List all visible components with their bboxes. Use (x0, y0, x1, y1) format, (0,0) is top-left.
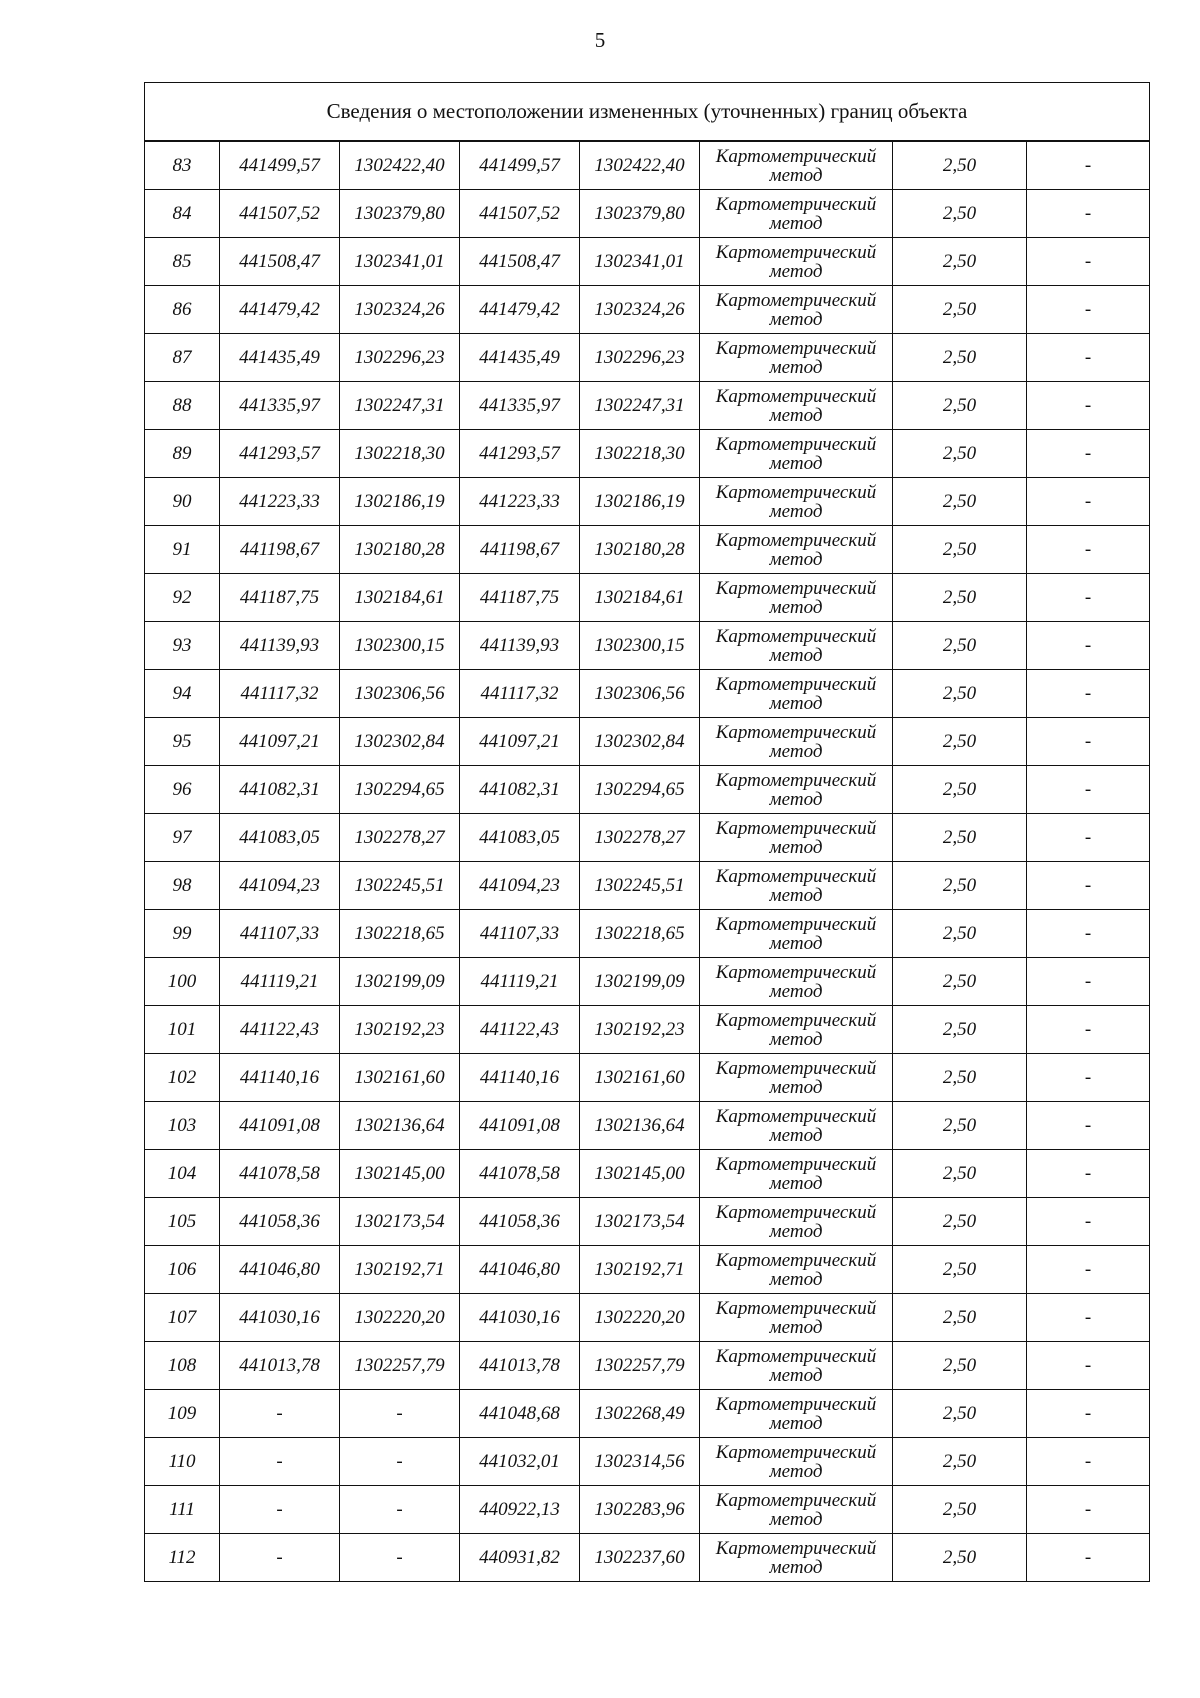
cell-refined-y: 1302296,23 (580, 334, 700, 382)
cell-accuracy: 2,50 (893, 1342, 1027, 1390)
cell-existing-x: 441223,33 (220, 478, 340, 526)
cell-point-number: 98 (145, 862, 220, 910)
cell-accuracy: 2,50 (893, 1390, 1027, 1438)
table-row (145, 910, 1150, 958)
table-row (145, 141, 1150, 190)
cell-point-number: 86 (145, 286, 220, 334)
cell-refined-x: 441187,75 (460, 574, 580, 622)
cell-existing-y: 1302294,65 (340, 766, 460, 814)
cell-refined-y: 1302302,84 (580, 718, 700, 766)
cell-description: - (1027, 190, 1150, 238)
cell-existing-x: 441122,43 (220, 1006, 340, 1054)
cell-point-number: 84 (145, 190, 220, 238)
cell-refined-x: 441335,97 (460, 382, 580, 430)
cell-refined-x: 441082,31 (460, 766, 580, 814)
cell-point-number: 94 (145, 670, 220, 718)
cell-existing-y: - (340, 1390, 460, 1438)
cell-existing-x: 441094,23 (220, 862, 340, 910)
cell-description: - (1027, 814, 1150, 862)
cell-accuracy: 2,50 (893, 1534, 1027, 1582)
cell-existing-y: 1302173,54 (340, 1198, 460, 1246)
cell-point-number: 101 (145, 1006, 220, 1054)
cell-refined-y: 1302278,27 (580, 814, 700, 862)
cell-accuracy: 2,50 (893, 1294, 1027, 1342)
cell-determination-method: Картометрический метод (700, 334, 893, 382)
cell-refined-x: 441117,32 (460, 670, 580, 718)
cell-determination-method: Картометрический метод (700, 718, 893, 766)
cell-accuracy: 2,50 (893, 910, 1027, 958)
cell-description: - (1027, 286, 1150, 334)
cell-refined-y: 1302314,56 (580, 1438, 700, 1486)
cell-description: - (1027, 910, 1150, 958)
cell-existing-y: 1302306,56 (340, 670, 460, 718)
cell-refined-y: 1302145,00 (580, 1150, 700, 1198)
cell-determination-method: Картометрический метод (700, 1006, 893, 1054)
cell-point-number: 85 (145, 238, 220, 286)
cell-determination-method: Картометрический метод (700, 1486, 893, 1534)
cell-point-number: 112 (145, 1534, 220, 1582)
cell-refined-x: 441091,08 (460, 1102, 580, 1150)
cell-description: - (1027, 1390, 1150, 1438)
cell-refined-x: 441094,23 (460, 862, 580, 910)
cell-determination-method: Картометрический метод (700, 1150, 893, 1198)
cell-existing-y: - (340, 1438, 460, 1486)
cell-refined-y: 1302422,40 (580, 141, 700, 190)
table-row (145, 1534, 1150, 1582)
cell-point-number: 111 (145, 1486, 220, 1534)
cell-refined-y: 1302218,30 (580, 430, 700, 478)
cell-accuracy: 2,50 (893, 814, 1027, 862)
table-row (145, 622, 1150, 670)
cell-refined-x: 441013,78 (460, 1342, 580, 1390)
cell-point-number: 92 (145, 574, 220, 622)
cell-point-number: 110 (145, 1438, 220, 1486)
cell-determination-method: Картометрический метод (700, 1534, 893, 1582)
cell-description: - (1027, 238, 1150, 286)
cell-description: - (1027, 670, 1150, 718)
cell-point-number: 89 (145, 430, 220, 478)
table-row (145, 1246, 1150, 1294)
cell-point-number: 107 (145, 1294, 220, 1342)
cell-accuracy: 2,50 (893, 334, 1027, 382)
table-row (145, 1054, 1150, 1102)
cell-accuracy: 2,50 (893, 1246, 1027, 1294)
cell-accuracy: 2,50 (893, 190, 1027, 238)
cell-determination-method: Картометрический метод (700, 478, 893, 526)
cell-existing-x: 441117,32 (220, 670, 340, 718)
table-row (145, 1102, 1150, 1150)
cell-existing-y: 1302186,19 (340, 478, 460, 526)
cell-refined-y: 1302186,19 (580, 478, 700, 526)
cell-description: - (1027, 1294, 1150, 1342)
cell-existing-y: 1302379,80 (340, 190, 460, 238)
cell-accuracy: 2,50 (893, 574, 1027, 622)
cell-accuracy: 2,50 (893, 141, 1027, 190)
cell-description: - (1027, 430, 1150, 478)
cell-refined-y: 1302199,09 (580, 958, 700, 1006)
cell-existing-x: 441499,57 (220, 141, 340, 190)
cell-description: - (1027, 382, 1150, 430)
table-title-row (145, 83, 1150, 142)
cell-refined-y: 1302192,23 (580, 1006, 700, 1054)
cell-existing-x: 441082,31 (220, 766, 340, 814)
cell-existing-y: 1302220,20 (340, 1294, 460, 1342)
cell-refined-x: 441030,16 (460, 1294, 580, 1342)
cell-refined-x: 441058,36 (460, 1198, 580, 1246)
table-row (145, 718, 1150, 766)
cell-existing-x: 441139,93 (220, 622, 340, 670)
table-row (145, 574, 1150, 622)
cell-existing-x: - (220, 1486, 340, 1534)
cell-description: - (1027, 766, 1150, 814)
cell-refined-y: 1302192,71 (580, 1246, 700, 1294)
cell-description: - (1027, 1198, 1150, 1246)
cell-existing-y: 1302300,15 (340, 622, 460, 670)
table-row (145, 286, 1150, 334)
cell-determination-method: Картометрический метод (700, 622, 893, 670)
cell-existing-x: 441013,78 (220, 1342, 340, 1390)
cell-refined-x: 441507,52 (460, 190, 580, 238)
cell-refined-y: 1302161,60 (580, 1054, 700, 1102)
cell-point-number: 97 (145, 814, 220, 862)
cell-point-number: 96 (145, 766, 220, 814)
cell-determination-method: Картометрический метод (700, 1438, 893, 1486)
cell-point-number: 108 (145, 1342, 220, 1390)
cell-refined-x: 441048,68 (460, 1390, 580, 1438)
table-row (145, 334, 1150, 382)
cell-existing-x: 441107,33 (220, 910, 340, 958)
cell-determination-method: Картометрический метод (700, 1342, 893, 1390)
cell-existing-y: 1302302,84 (340, 718, 460, 766)
cell-refined-x: 440922,13 (460, 1486, 580, 1534)
cell-existing-x: 441507,52 (220, 190, 340, 238)
cell-point-number: 87 (145, 334, 220, 382)
cell-existing-y: 1302145,00 (340, 1150, 460, 1198)
table-row (145, 526, 1150, 574)
cell-refined-y: 1302218,65 (580, 910, 700, 958)
cell-determination-method: Картометрический метод (700, 238, 893, 286)
cell-existing-x: 441479,42 (220, 286, 340, 334)
cell-existing-x: 441293,57 (220, 430, 340, 478)
cell-existing-y: 1302161,60 (340, 1054, 460, 1102)
table-row (145, 862, 1150, 910)
cell-refined-x: 441083,05 (460, 814, 580, 862)
cell-accuracy: 2,50 (893, 478, 1027, 526)
table-row (145, 958, 1150, 1006)
cell-description: - (1027, 1054, 1150, 1102)
cell-refined-y: 1302237,60 (580, 1534, 700, 1582)
page-number: 5 (594, 28, 606, 52)
cell-determination-method: Картометрический метод (700, 766, 893, 814)
cell-refined-y: 1302257,79 (580, 1342, 700, 1390)
cell-existing-x: 441335,97 (220, 382, 340, 430)
cell-accuracy: 2,50 (893, 1006, 1027, 1054)
cell-determination-method: Картометрический метод (700, 1390, 893, 1438)
cell-existing-y: 1302257,79 (340, 1342, 460, 1390)
cell-description: - (1027, 718, 1150, 766)
cell-determination-method: Картометрический метод (700, 382, 893, 430)
table-row (145, 1438, 1150, 1486)
table-row (145, 238, 1150, 286)
table-row (145, 1198, 1150, 1246)
cell-existing-x: - (220, 1534, 340, 1582)
cell-accuracy: 2,50 (893, 1486, 1027, 1534)
table-row (145, 1150, 1150, 1198)
cell-refined-y: 1302245,51 (580, 862, 700, 910)
cell-refined-x: 441097,21 (460, 718, 580, 766)
boundary-coordinates-table (144, 82, 1150, 1582)
cell-existing-y: 1302192,71 (340, 1246, 460, 1294)
cell-existing-x: 441058,36 (220, 1198, 340, 1246)
cell-existing-y: 1302218,30 (340, 430, 460, 478)
cell-description: - (1027, 526, 1150, 574)
cell-description: - (1027, 478, 1150, 526)
cell-point-number: 106 (145, 1246, 220, 1294)
cell-accuracy: 2,50 (893, 862, 1027, 910)
cell-existing-x: 441097,21 (220, 718, 340, 766)
table-row (145, 382, 1150, 430)
cell-description: - (1027, 1342, 1150, 1390)
cell-point-number: 93 (145, 622, 220, 670)
cell-refined-y: 1302300,15 (580, 622, 700, 670)
cell-refined-y: 1302173,54 (580, 1198, 700, 1246)
cell-accuracy: 2,50 (893, 670, 1027, 718)
cell-description: - (1027, 958, 1150, 1006)
cell-refined-x: 441078,58 (460, 1150, 580, 1198)
cell-existing-y: 1302341,01 (340, 238, 460, 286)
cell-determination-method: Картометрический метод (700, 1102, 893, 1150)
cell-refined-x: 441223,33 (460, 478, 580, 526)
cell-refined-y: 1302184,61 (580, 574, 700, 622)
cell-refined-y: 1302220,20 (580, 1294, 700, 1342)
table-row (145, 190, 1150, 238)
cell-accuracy: 2,50 (893, 238, 1027, 286)
cell-accuracy: 2,50 (893, 1102, 1027, 1150)
cell-description: - (1027, 622, 1150, 670)
cell-point-number: 109 (145, 1390, 220, 1438)
cell-accuracy: 2,50 (893, 1198, 1027, 1246)
cell-description: - (1027, 1006, 1150, 1054)
cell-refined-y: 1302247,31 (580, 382, 700, 430)
cell-description: - (1027, 1486, 1150, 1534)
cell-refined-x: 441508,47 (460, 238, 580, 286)
cell-refined-x: 441046,80 (460, 1246, 580, 1294)
cell-existing-y: 1302136,64 (340, 1102, 460, 1150)
cell-description: - (1027, 1438, 1150, 1486)
cell-existing-x: 441046,80 (220, 1246, 340, 1294)
cell-refined-x: 441107,33 (460, 910, 580, 958)
cell-refined-x: 441139,93 (460, 622, 580, 670)
cell-determination-method: Картометрический метод (700, 430, 893, 478)
cell-existing-x: 441435,49 (220, 334, 340, 382)
cell-refined-x: 441032,01 (460, 1438, 580, 1486)
cell-refined-y: 1302324,26 (580, 286, 700, 334)
cell-existing-y: 1302218,65 (340, 910, 460, 958)
cell-point-number: 95 (145, 718, 220, 766)
cell-point-number: 90 (145, 478, 220, 526)
table-row (145, 1486, 1150, 1534)
cell-description: - (1027, 1102, 1150, 1150)
table-row (145, 478, 1150, 526)
cell-accuracy: 2,50 (893, 526, 1027, 574)
cell-determination-method: Картометрический метод (700, 526, 893, 574)
cell-refined-x: 441293,57 (460, 430, 580, 478)
cell-existing-y: - (340, 1534, 460, 1582)
table-title: Сведения о местоположении измененных (уточненных) границ объекта (145, 83, 1150, 142)
cell-point-number: 100 (145, 958, 220, 1006)
table-row (145, 670, 1150, 718)
cell-existing-x: 441187,75 (220, 574, 340, 622)
cell-point-number: 102 (145, 1054, 220, 1102)
cell-existing-y: 1302245,51 (340, 862, 460, 910)
cell-determination-method: Картометрический метод (700, 1198, 893, 1246)
cell-accuracy: 2,50 (893, 622, 1027, 670)
cell-refined-x: 441479,42 (460, 286, 580, 334)
cell-point-number: 105 (145, 1198, 220, 1246)
cell-existing-x: - (220, 1390, 340, 1438)
cell-existing-y: 1302278,27 (340, 814, 460, 862)
cell-accuracy: 2,50 (893, 286, 1027, 334)
table-row (145, 1006, 1150, 1054)
cell-determination-method: Картометрический метод (700, 1054, 893, 1102)
cell-refined-y: 1302341,01 (580, 238, 700, 286)
cell-accuracy: 2,50 (893, 382, 1027, 430)
cell-determination-method: Картометрический метод (700, 1294, 893, 1342)
table-row (145, 814, 1150, 862)
cell-refined-x: 441435,49 (460, 334, 580, 382)
cell-point-number: 88 (145, 382, 220, 430)
cell-determination-method: Картометрический метод (700, 862, 893, 910)
cell-description: - (1027, 141, 1150, 190)
cell-accuracy: 2,50 (893, 958, 1027, 1006)
cell-refined-x: 441198,67 (460, 526, 580, 574)
cell-existing-x: 441119,21 (220, 958, 340, 1006)
cell-accuracy: 2,50 (893, 766, 1027, 814)
cell-refined-y: 1302268,49 (580, 1390, 700, 1438)
cell-existing-y: 1302180,28 (340, 526, 460, 574)
cell-determination-method: Картометрический метод (700, 958, 893, 1006)
cell-existing-x: 441091,08 (220, 1102, 340, 1150)
cell-refined-x: 441499,57 (460, 141, 580, 190)
cell-point-number: 99 (145, 910, 220, 958)
cell-refined-x: 440931,82 (460, 1534, 580, 1582)
cell-refined-x: 441119,21 (460, 958, 580, 1006)
cell-description: - (1027, 1150, 1150, 1198)
cell-description: - (1027, 334, 1150, 382)
cell-existing-y: 1302422,40 (340, 141, 460, 190)
table-row (145, 430, 1150, 478)
cell-existing-x: 441198,67 (220, 526, 340, 574)
cell-existing-x: 441140,16 (220, 1054, 340, 1102)
cell-existing-y: 1302296,23 (340, 334, 460, 382)
cell-accuracy: 2,50 (893, 718, 1027, 766)
cell-existing-x: 441508,47 (220, 238, 340, 286)
table-row (145, 1294, 1150, 1342)
cell-determination-method: Картометрический метод (700, 190, 893, 238)
cell-accuracy: 2,50 (893, 1150, 1027, 1198)
cell-existing-y: 1302324,26 (340, 286, 460, 334)
cell-existing-x: - (220, 1438, 340, 1486)
cell-determination-method: Картометрический метод (700, 910, 893, 958)
cell-existing-y: - (340, 1486, 460, 1534)
cell-accuracy: 2,50 (893, 430, 1027, 478)
cell-point-number: 104 (145, 1150, 220, 1198)
cell-existing-y: 1302199,09 (340, 958, 460, 1006)
cell-refined-y: 1302180,28 (580, 526, 700, 574)
cell-determination-method: Картометрический метод (700, 1246, 893, 1294)
table-row (145, 1342, 1150, 1390)
cell-refined-y: 1302294,65 (580, 766, 700, 814)
cell-point-number: 103 (145, 1102, 220, 1150)
cell-description: - (1027, 1246, 1150, 1294)
cell-determination-method: Картометрический метод (700, 814, 893, 862)
cell-determination-method: Картометрический метод (700, 574, 893, 622)
cell-existing-x: 441030,16 (220, 1294, 340, 1342)
cell-determination-method: Картометрический метод (700, 670, 893, 718)
cell-refined-y: 1302306,56 (580, 670, 700, 718)
cell-description: - (1027, 1534, 1150, 1582)
cell-accuracy: 2,50 (893, 1438, 1027, 1486)
cell-refined-x: 441122,43 (460, 1006, 580, 1054)
cell-description: - (1027, 574, 1150, 622)
cell-refined-y: 1302283,96 (580, 1486, 700, 1534)
cell-point-number: 83 (145, 141, 220, 190)
cell-existing-y: 1302247,31 (340, 382, 460, 430)
cell-refined-y: 1302379,80 (580, 190, 700, 238)
table-row (145, 766, 1150, 814)
table-row (145, 1390, 1150, 1438)
cell-determination-method: Картометрический метод (700, 286, 893, 334)
cell-determination-method: Картометрический метод (700, 141, 893, 190)
cell-point-number: 91 (145, 526, 220, 574)
cell-accuracy: 2,50 (893, 1054, 1027, 1102)
cell-existing-y: 1302192,23 (340, 1006, 460, 1054)
cell-refined-x: 441140,16 (460, 1054, 580, 1102)
cell-existing-x: 441083,05 (220, 814, 340, 862)
cell-description: - (1027, 862, 1150, 910)
cell-refined-y: 1302136,64 (580, 1102, 700, 1150)
cell-existing-y: 1302184,61 (340, 574, 460, 622)
cell-existing-x: 441078,58 (220, 1150, 340, 1198)
